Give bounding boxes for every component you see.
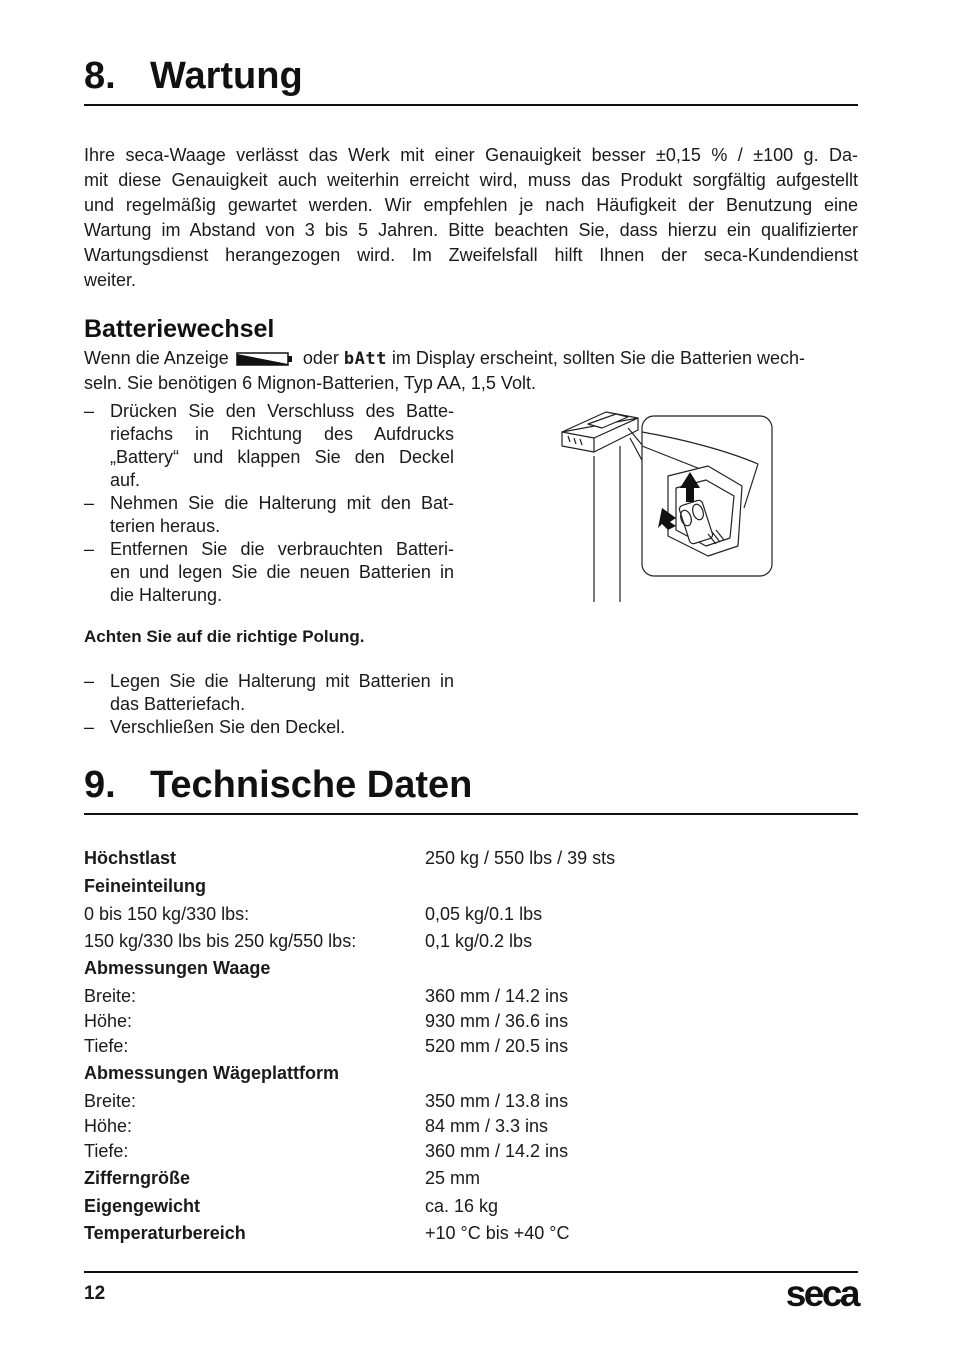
list-item-line: „Battery“ und klappen Sie den Deckel: [110, 447, 454, 467]
battery-intro-line-2: seln. Sie benötigen 6 Mignon-Batterien, Typ AA, 1,5 Volt.: [84, 373, 536, 393]
list-item-line: auf.: [110, 470, 141, 490]
section-9-title: Technische Daten: [150, 764, 473, 806]
spec-row: [84, 848, 858, 873]
spec-value: 520 mm / 20.5 ins: [425, 1036, 569, 1056]
maintenance-paragraph: [84, 143, 858, 293]
paragraph-line: Ihre seca-Waage verlässt das Werk mit einer Genauigkeit besser ±0,15 % / ±100 g. Da-: [84, 145, 858, 165]
seca-logo: seca: [785, 1273, 858, 1314]
spec-label: Eigengewicht: [84, 1196, 201, 1216]
spec-value: ca. 16 kg: [425, 1196, 499, 1216]
polarity-note: Achten Sie auf die richtige Polung.: [84, 627, 365, 646]
spec-row: [84, 1168, 858, 1193]
spec-value: 930 mm / 36.6 ins: [425, 1011, 569, 1031]
spec-value: 360 mm / 14.2 ins: [425, 1141, 569, 1161]
spec-label: Abmessungen Waage: [84, 958, 271, 978]
list-item-line: terien heraus.: [110, 516, 221, 536]
section-9-rule: [84, 813, 858, 815]
spec-row: [84, 958, 858, 983]
spec-row: [84, 1036, 858, 1061]
spec-row: [84, 1011, 858, 1036]
spec-label: Feineinteilung: [84, 876, 207, 896]
list-dash: –: [84, 493, 95, 513]
manual-page: [84, 0, 858, 1352]
spec-row: [84, 904, 858, 929]
battery-intro-line-1: [84, 346, 805, 374]
spec-row: [84, 1223, 858, 1248]
spec-row: [84, 1091, 858, 1116]
spec-label: Höhe:: [84, 1011, 133, 1031]
spec-row: [84, 986, 858, 1011]
spec-row: [84, 1141, 858, 1166]
spec-label: 0 bis 150 kg/330 lbs:: [84, 904, 250, 924]
list-item-line: Nehmen Sie die Halterung mit den Bat-: [110, 493, 454, 513]
spec-value: 25 mm: [425, 1168, 481, 1188]
spec-value: 0,1 kg/0.2 lbs: [425, 931, 533, 951]
spec-label: Breite:: [84, 986, 137, 1006]
list-dash: –: [84, 671, 95, 691]
list-item: [84, 716, 454, 739]
section-9-number: 9.: [84, 764, 116, 806]
spec-value: 350 mm / 13.8 ins: [425, 1091, 569, 1111]
spec-row: [84, 1116, 858, 1141]
list-item-line: die Halterung.: [110, 585, 223, 605]
section-8-number: 8.: [84, 55, 116, 97]
footer-rule: [84, 1271, 858, 1273]
battery-heading: Batteriewechsel: [84, 315, 275, 343]
spec-label: 150 kg/330 lbs bis 250 kg/550 lbs:: [84, 931, 357, 951]
battery-steps-list-2: [84, 670, 454, 739]
spec-label: Tiefe:: [84, 1036, 129, 1056]
section-8-rule: [84, 104, 858, 106]
paragraph-line: weiter.: [84, 270, 137, 290]
spec-row: [84, 931, 858, 956]
section-9-heading: [84, 763, 472, 807]
paragraph-line: und regelmäßig gewartet werden. Wir empfehlen je nach Häufigkeit der Benutzung eine: [84, 195, 858, 215]
list-dash: –: [84, 539, 95, 559]
spec-label: Tiefe:: [84, 1141, 129, 1161]
section-8-title: Wartung: [150, 55, 303, 97]
battery-compartment-illustration: [558, 406, 818, 606]
list-dash: –: [84, 717, 95, 737]
list-item: [84, 670, 454, 716]
paragraph-line: Wartung im Abstand von 3 bis 5 Jahren. Bitte beachten Sie, dass hierzu ein qualifizierter: [84, 220, 858, 240]
spec-value: 84 mm / 3.3 ins: [425, 1116, 549, 1136]
spec-value: 250 kg / 550 lbs / 39 sts: [425, 848, 616, 868]
list-dash: –: [84, 401, 95, 421]
spec-row: [84, 1196, 858, 1221]
spec-label: Höhe:: [84, 1116, 133, 1136]
list-item: [84, 538, 454, 607]
battery-intro-or: oder: [302, 348, 339, 368]
spec-label: Breite:: [84, 1091, 137, 1111]
spec-row: [84, 876, 858, 901]
spec-value: 0,05 kg/0.1 lbs: [425, 904, 543, 924]
spec-value: 360 mm / 14.2 ins: [425, 986, 569, 1006]
battery-intro-prefix: Wenn die Anzeige: [84, 348, 229, 368]
list-item-line: das Batteriefach.: [110, 694, 246, 714]
spec-label: Abmessungen Wägeplattform: [84, 1063, 340, 1083]
section-8-heading: [84, 54, 303, 98]
list-item-line: Entfernen Sie die verbrauchten Batteri-: [110, 539, 454, 559]
spec-label: Temperaturbereich: [84, 1223, 246, 1243]
page-number: 12: [84, 1283, 106, 1304]
list-item-line: en und legen Sie die neuen Batterien in: [110, 562, 454, 582]
list-item-line: Drücken Sie den Verschluss des Batte-: [110, 401, 454, 421]
list-item: [84, 492, 454, 538]
paragraph-line: mit diese Genauigkeit auch weiterhin erreicht wird, muss das Produkt sorgfältig aufgestellt: [84, 170, 858, 190]
list-item: [84, 400, 454, 492]
paragraph-line: Wartungsdienst herangezogen wird. Im Zweifelsfall hilft Ihnen der seca-Kundendienst: [84, 245, 858, 265]
spec-value: +10 °C bis +40 °C: [425, 1223, 570, 1243]
list-item-line: Legen Sie die Halterung mit Batterien in: [110, 671, 454, 691]
list-item-line: Verschließen Sie den Deckel.: [110, 717, 346, 737]
battery-intro-suffix: im Display erscheint, sollten Sie die Batterien wech-: [391, 348, 806, 368]
spec-label: Zifferngröße: [84, 1168, 190, 1188]
list-item-line: riefachs in Richtung des Aufdrucks: [110, 424, 454, 444]
battery-steps-list: [84, 400, 454, 607]
spec-row: [84, 1063, 858, 1088]
spec-label: Höchstlast: [84, 848, 177, 868]
batt-display-code: bAtt: [343, 349, 387, 369]
